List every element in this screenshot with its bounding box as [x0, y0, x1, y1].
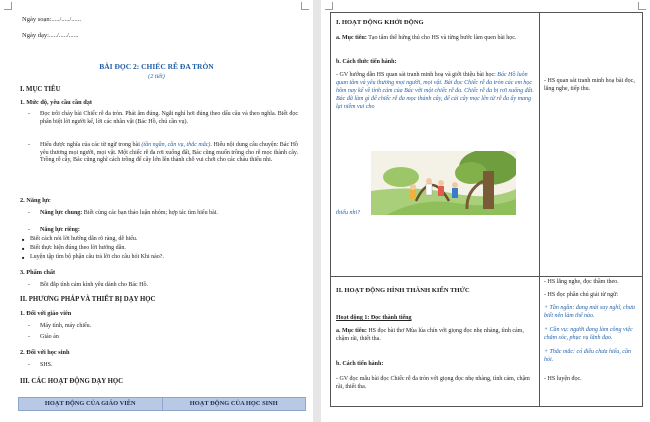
bullet-item: ■ Biết cách nói lời hướng dẫn rõ ràng, dễ hiểu.	[30, 236, 137, 242]
margin-corner-mark	[325, 2, 333, 10]
student-activity: - HS quan sát tranh minh hoạ bài đọc, lắng nghe, tiếp thu.	[544, 78, 635, 92]
margin-corner-mark	[4, 2, 12, 10]
paragraph: - Năng lực chung: Biết cùng các bạn thảo luận nhóm; hợp tác tìm hiểu bài.	[28, 210, 218, 216]
objective-text: a. Mục tiêu: Tạo tâm thế hứng thú cho HS và từng bước làm quen bài học.	[336, 35, 517, 41]
sub-activity-heading: Hoạt động 1: Đọc thành tiếng	[336, 315, 412, 321]
section-heading: III. CÁC HOẠT ĐỘNG DẠY HỌC	[20, 378, 124, 385]
row-divider	[331, 276, 539, 277]
paragraph: - Hiểu được nghĩa của các từ ngữ trong bài (tần ngần, cần vụ, thắc mắc). Hiểu nội dung câu chuyện: Bác Hồ yêu thương mọi người, mọi vật. Một chiếc rễ đa rơi xuống đất, Bác cũng muốn trồng cho rễ mọc thành cây. Trồng rễ cây, Bác cũng nghĩ cách trồng để cây lớn lên thành chỗ vui chơi cho các cháu thiếu nhi.	[28, 142, 298, 164]
section-heading: II. PHƯƠNG PHÁP VÀ THIẾT BỊ DẠY HỌC	[20, 296, 156, 303]
column-divider	[539, 13, 540, 406]
margin-corner-mark	[638, 2, 646, 10]
subsection-heading: 2. Đối với học sinh	[20, 349, 70, 356]
activity-heading: I. HOẠT ĐỘNG KHỞI ĐỘNG	[336, 19, 424, 26]
procedure-label: b. Cách tiến hành:	[336, 361, 384, 367]
margin-corner-mark	[301, 2, 309, 10]
teacher-instruction: - GV đọc mẫu bài đọc Chiếc rễ đa tròn với giọng đọc nhẹ nhàng, tình cảm, chậm rãi, thiết tha.	[336, 376, 530, 390]
student-activity: - HS lắng nghe, đọc thầm theo.	[544, 279, 619, 285]
activity-table-header	[18, 397, 306, 411]
glossary-item: + Cần vụ: người đang làm công việc chăm sóc, phục vụ lãnh đạo.	[544, 327, 633, 341]
bullet-item: ■ Biết thực hiện đúng theo lời hướng dẫn.	[30, 245, 126, 251]
subsection-heading: 1. Mức độ, yêu cầu cần đạt	[20, 99, 92, 106]
paragraph: - Đọc trôi chảy bài Chiếc rễ đa tròn. Phát âm đúng. Ngắt nghỉ hơi đúng theo dấu câu và theo nghĩa. Biết đọc phân biệt lời người kể, lời các nhân vật (Bác Hồ, chú cần vụ).	[28, 111, 298, 125]
document-page-left	[0, 0, 313, 422]
teacher-instruction: - GV hướng dẫn HS quan sát tranh minh hoạ và giới thiệu bài học: Bác Hồ luôn quan tâm và yêu thương mọi người, mọi vật. Bài đọc Chiếc rễ đa tròn các em học hôm nay kể về tình cảm của Bác với một chiếc rễ đa. Chiếc rễ đa bị rơi xuống đất. Bác đã làm gì để chiếc rễ đa mọc thành cây, để cái cây mọc lên từ rễ đa ấy mang lại niềm vui cho	[336, 72, 534, 110]
row-divider	[540, 276, 642, 277]
paragraph: - SHS.	[28, 362, 53, 368]
activity-table	[330, 12, 643, 407]
lesson-illustration	[371, 151, 516, 215]
glossary-item: + Thắc mắc: có điều chưa hiểu, cần hỏi.	[544, 349, 631, 363]
bullet-item: ■ Luyện tập tìm bộ phận câu trả lời cho câu hỏi Khi nào?.	[30, 254, 164, 260]
column-header-teacher: HOẠT ĐỘNG CỦA GIÁO VIÊN	[19, 398, 163, 410]
student-activity: - HS luyện đọc.	[544, 376, 582, 382]
paragraph: - Bồi đắp tình cảm kính yêu dành cho Bác Hồ.	[28, 282, 148, 288]
document-page-right	[321, 0, 650, 422]
date-taught: Ngày dạy:...../...../......	[22, 32, 79, 39]
column-header-student: HOẠT ĐỘNG CỦA HỌC SINH	[189, 400, 278, 407]
paragraph: - Giáo án	[28, 334, 59, 340]
glossary-item: + Tần ngần: đang mải suy nghĩ, chưa biết nên làm thế nào.	[544, 305, 635, 319]
objective-text: a. Mục tiêu: HS đọc bài thơ Mùa lúa chín với giọng đọc nhẹ nhàng, tình cảm, chậm rãi, thiết tha.	[336, 328, 524, 342]
paragraph: - Máy tính, máy chiếu.	[28, 323, 92, 329]
subsection-heading: 3. Phẩm chất	[20, 269, 56, 276]
paragraph: - Năng lực riêng:	[28, 227, 80, 233]
teacher-instruction-end: thiếu nhi?	[336, 210, 361, 216]
lesson-periods: (2 tiết)	[148, 73, 165, 80]
lesson-title: BÀI ĐỌC 2: CHIẾC RỄ ĐA TRÒN	[99, 62, 214, 71]
student-activity: - HS đọc phần chú giải từ ngữ:	[544, 292, 618, 298]
section-heading: I. MỤC TIÊU	[20, 86, 61, 93]
date-composed: Ngày soạn:...../...../......	[22, 16, 82, 23]
procedure-label: b. Cách thức tiến hành:	[336, 59, 397, 65]
activity-heading: II. HOẠT ĐỘNG HÌNH THÀNH KIẾN THỨC	[336, 287, 470, 294]
subsection-heading: 1. Đối với giáo viên	[20, 310, 72, 317]
subsection-heading: 2. Năng lực	[20, 197, 51, 204]
